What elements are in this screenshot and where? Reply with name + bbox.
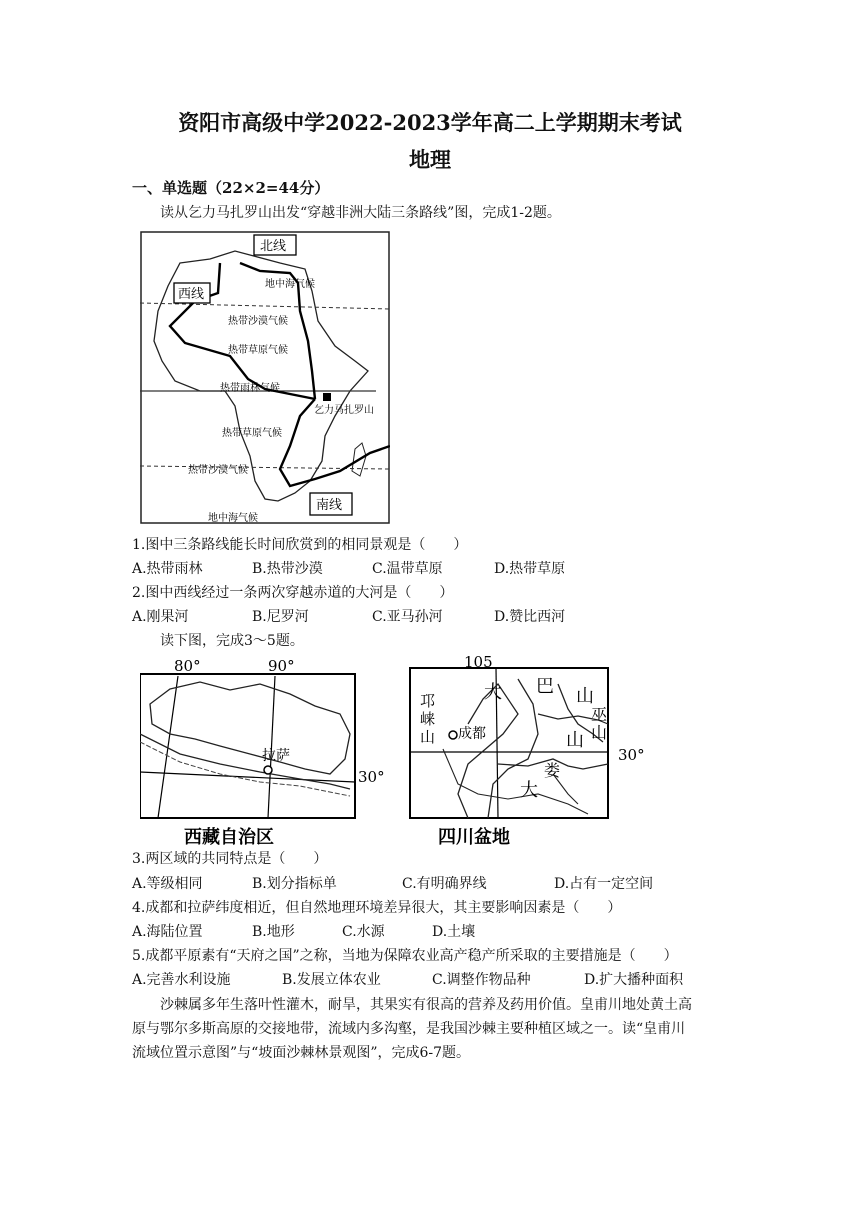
dalou-char-2: 娄 [544,761,561,780]
lhasa-label: 拉萨 [262,748,290,764]
label-savanna-south: 热带草原气候 [222,428,282,439]
passage-line-2: 原与鄂尔多斯高原的交接地带，流域内多沟壑，是我国沙棘主要种植区域之一。读“皇甫川 [132,1021,686,1037]
wushan-char-1: 巫 [591,705,608,724]
daba-char-2: 巴 [536,676,554,697]
q5-stem: 5.成都平原素有“天府之国”之称，当地为保障农业高产稳产所采取的主要措施是（ ） [132,948,678,964]
qionglai-char-3: 山 [420,728,436,746]
sichuan-caption: 四川盆地 [438,827,510,848]
lon90-label: 90° [268,657,295,675]
passage-line-3: 流域位置示意图”与“坡面沙棘林景观图”，完成6-7题。 [132,1045,471,1061]
q2-option-c[interactable]: C.亚马孙河 [372,609,443,625]
lat30-label: 30° [358,768,385,786]
label-desert-north: 热带沙漠气候 [228,316,288,327]
dalou-char-1: 大 [520,780,538,801]
label-kilimanjaro: 乞力马扎罗山 [314,405,374,416]
q4-option-d[interactable]: D.土壤 [432,924,476,940]
tibet-map [140,654,390,850]
lhasa-marker [264,766,272,774]
q3-option-a[interactable]: A.等级相同 [132,876,203,892]
q5-option-a[interactable]: A.完善水利设施 [132,972,231,988]
q1-option-c[interactable]: C.温带草原 [372,561,443,577]
label-south: 南线 [316,498,343,513]
q2-option-d[interactable]: D.赞比西河 [494,609,566,625]
chengdu-marker [449,731,457,739]
lon80-label: 80° [174,657,201,675]
tibet-caption: 西藏自治区 [184,827,274,848]
q4-stem: 4.成都和拉萨纬度相近，但自然地理环境差异很大，其主要影响因素是（ ） [132,900,622,916]
wushan-char-2: 山 [591,723,608,742]
q2-option-a[interactable]: A.刚果河 [132,609,189,625]
africa-route-map [140,231,390,524]
q1-option-d[interactable]: D.热带草原 [494,561,566,577]
q4-option-c[interactable]: C.水源 [342,924,385,940]
qionglai-char-2: 崃 [420,710,436,728]
label-rainforest: 热带雨林气候 [220,383,280,394]
lat30-label-sichuan: 30° [618,746,645,764]
q2-option-b[interactable]: B.尼罗河 [252,609,309,625]
exam-title: 资阳市高级中学2022-2023学年高二上学期期末考试 [178,110,682,135]
chengdu-label: 成都 [458,726,486,742]
daba-char-1: 大 [484,682,502,703]
sichuan-map [408,654,668,850]
intro-maps: 读下图，完成3～5题。 [160,633,304,649]
passage-line-1: 沙棘属多年生落叶性灌木，耐旱，其果实有很高的营养及药用价值。皇甫川地处黄土高 [160,997,692,1013]
intro-africa: 读从乞力马扎罗山出发“穿越非洲大陆三条路线”图，完成1-2题。 [160,205,561,221]
q1-stem: 1.图中三条路线能长时间欣赏到的相同景观是（ ） [132,537,468,553]
subject-title: 地理 [409,147,451,172]
q1-option-b[interactable]: B.热带沙漠 [252,561,323,577]
label-north: 北线 [260,239,287,254]
q5-option-b[interactable]: B.发展立体农业 [282,972,381,988]
q5-option-c[interactable]: C.调整作物品种 [432,972,531,988]
section-heading: 一、单选题（22×2=44分） [132,179,330,197]
q3-option-d[interactable]: D.占有一定空间 [554,876,654,892]
dalou-mountain-char: 山 [566,730,584,751]
kilimanjaro-marker [323,393,331,401]
q1-option-a[interactable]: A.热带雨林 [132,561,203,577]
q4-option-b[interactable]: B.地形 [252,924,295,940]
label-desert-south: 热带沙漠气候 [188,465,248,476]
q5-option-d[interactable]: D.扩大播种面积 [584,972,684,988]
label-savanna-north: 热带草原气候 [228,345,288,356]
label-west: 西线 [178,287,205,302]
lon105-label: 105 [464,654,493,671]
q4-option-a[interactable]: A.海陆位置 [132,924,203,940]
q3-option-b[interactable]: B.划分指标单 [252,876,337,892]
q3-option-c[interactable]: C.有明确界线 [402,876,487,892]
qionglai-char-1: 邛 [420,692,436,710]
label-med-north: 地中海气候 [265,279,315,290]
q3-stem: 3.两区域的共同特点是（ ） [132,851,328,867]
daba-char-3: 山 [576,686,594,707]
label-med-south: 地中海气候 [208,513,258,524]
q2-stem: 2.图中西线经过一条两次穿越赤道的大河是（ ） [132,585,454,601]
